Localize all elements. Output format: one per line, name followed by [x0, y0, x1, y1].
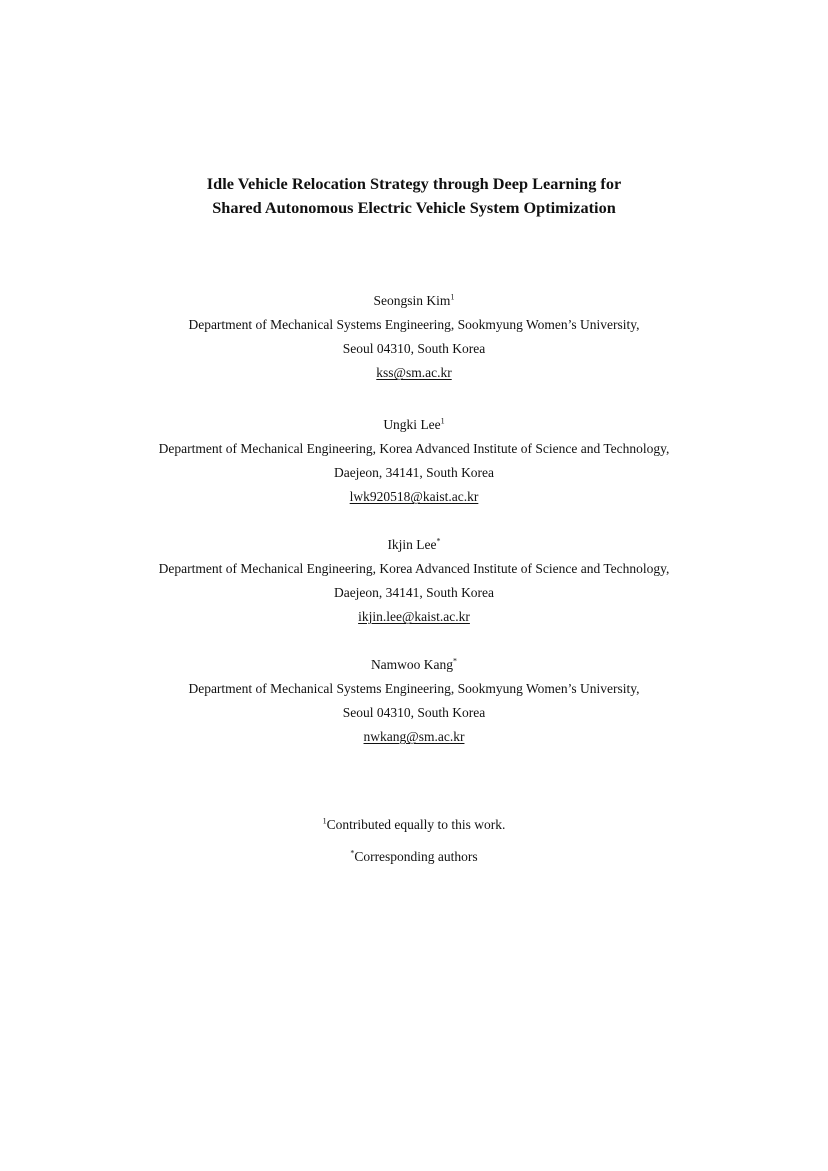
- author-department-4: Department of Mechanical Systems Engineering, Sookmyung Women’s University,: [188, 681, 640, 696]
- paper-title-line-1: Idle Vehicle Relocation Strategy through Deep Learning for: [206, 174, 622, 193]
- author-location-4: Seoul 04310, South Korea: [342, 705, 486, 720]
- author-email-1[interactable]: [0, 364, 828, 382]
- author-department-3: Department of Mechanical Engineering, Korea Advanced Institute of Science and Technology,: [158, 561, 670, 576]
- author-email-3[interactable]: [0, 608, 828, 626]
- note-text: Contributed equally to this work.: [326, 817, 506, 832]
- email-link[interactable]: lwk920518@kaist.ac.kr: [349, 489, 479, 504]
- author-name-1: [0, 292, 828, 310]
- author-name-text: Ungki Lee: [383, 417, 441, 432]
- author-name-2: [0, 416, 828, 434]
- author-mark: 1: [450, 292, 455, 302]
- author-name-text: Namwoo Kang: [370, 657, 454, 672]
- author-mark: *: [453, 656, 458, 666]
- author-mark: 1: [440, 416, 445, 426]
- note-mark: *: [350, 848, 355, 858]
- email-link[interactable]: kss@sm.ac.kr: [376, 365, 452, 380]
- equal-contribution-note: [0, 816, 828, 834]
- author-mark: *: [436, 536, 441, 546]
- author-email-2[interactable]: [0, 488, 828, 506]
- note-text: Corresponding authors: [354, 849, 478, 864]
- paper-title-line-2: Shared Autonomous Electric Vehicle System Optimization: [212, 198, 616, 217]
- author-name-4: [0, 656, 828, 674]
- author-department-2: Department of Mechanical Engineering, Korea Advanced Institute of Science and Technology,: [158, 441, 670, 456]
- author-name-text: Ikjin Lee: [387, 537, 437, 552]
- author-location-2: Daejeon, 34141, South Korea: [333, 465, 495, 480]
- author-location-3: Daejeon, 34141, South Korea: [333, 585, 495, 600]
- email-link[interactable]: nwkang@sm.ac.kr: [363, 729, 465, 744]
- author-name-3: [0, 536, 828, 554]
- author-department-1: Department of Mechanical Systems Engineering, Sookmyung Women’s University,: [188, 317, 640, 332]
- author-email-4[interactable]: [0, 728, 828, 746]
- email-link[interactable]: ikjin.lee@kaist.ac.kr: [358, 609, 470, 624]
- corresponding-authors-note: [0, 848, 828, 866]
- author-location-1: Seoul 04310, South Korea: [342, 341, 486, 356]
- note-mark: 1: [322, 816, 327, 826]
- author-name-text: Seongsin Kim: [373, 293, 451, 308]
